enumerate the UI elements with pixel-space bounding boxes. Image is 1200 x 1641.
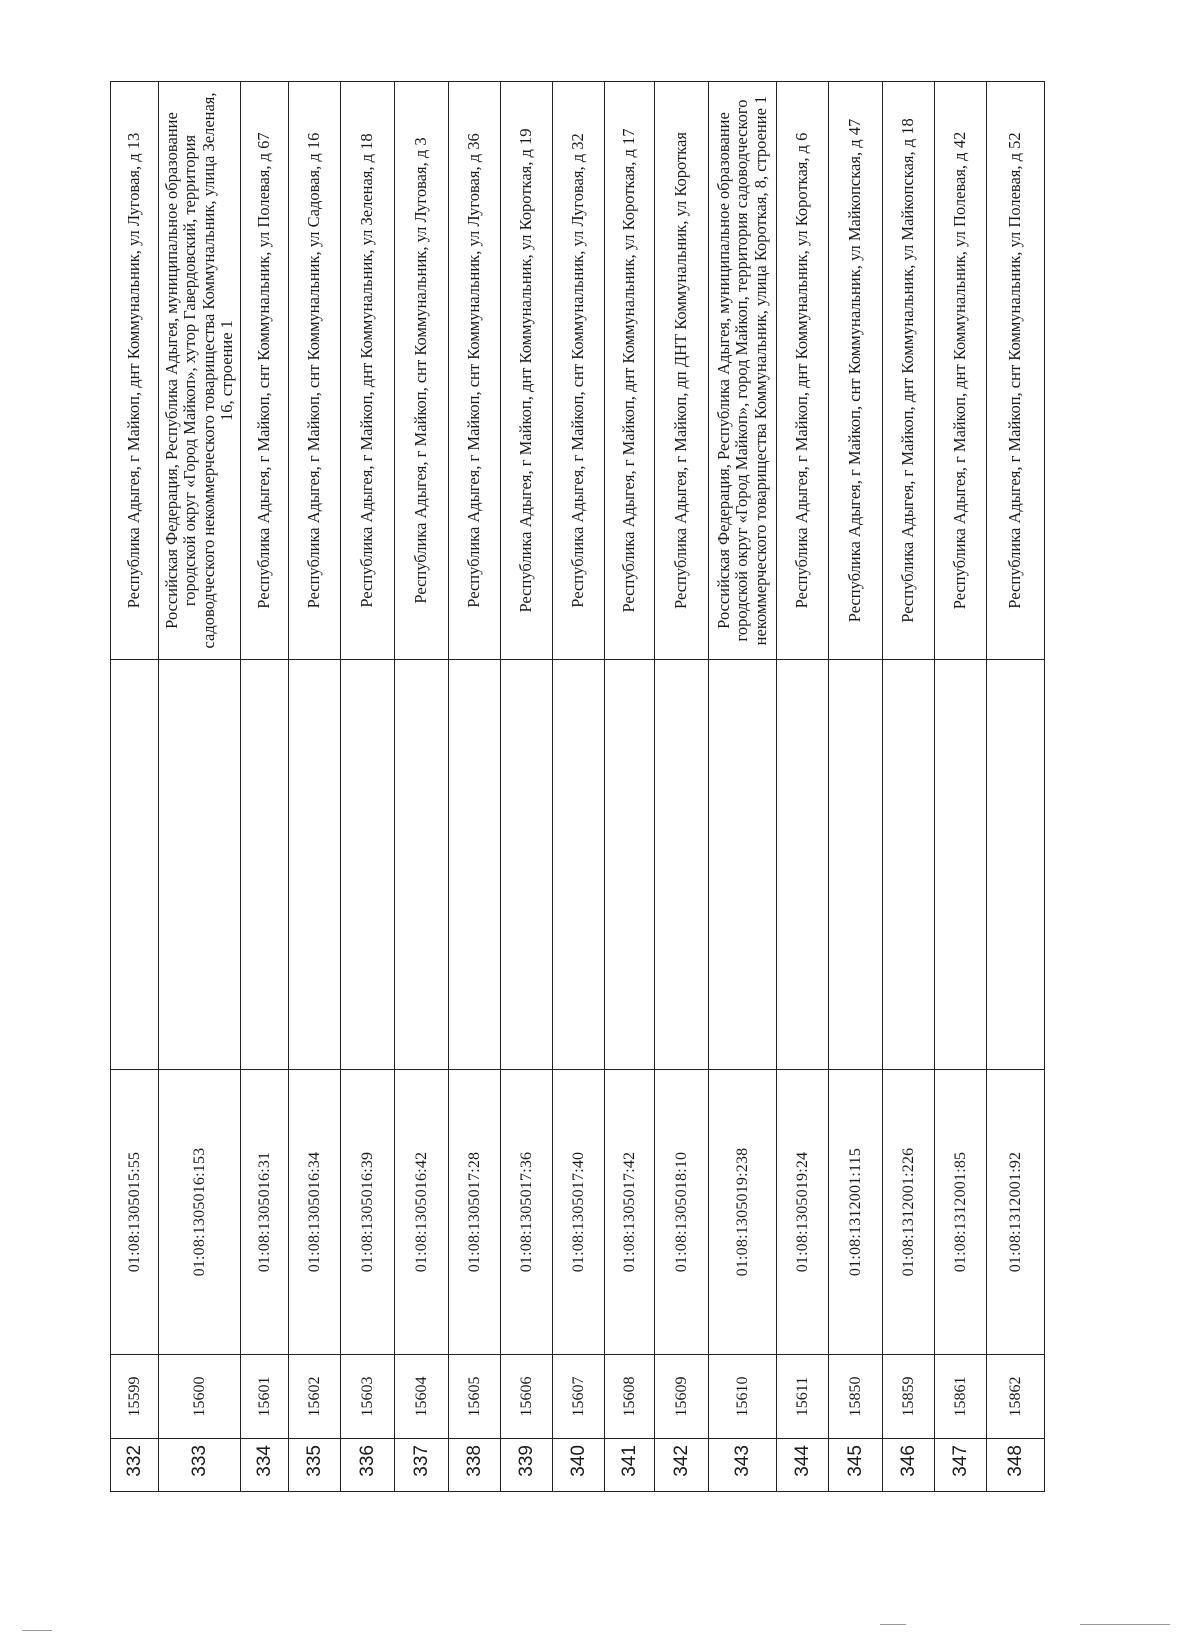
register-id: 15602 (289, 1355, 341, 1439)
scan-artifact (880, 1624, 906, 1625)
cadastral-number: 01:08:1312001:115 (829, 1070, 883, 1355)
row-number: 333 (159, 1439, 241, 1492)
register-id: 15609 (655, 1355, 709, 1439)
row-number: 336 (341, 1439, 395, 1492)
cadastral-number: 01:08:1305016:42 (395, 1070, 449, 1355)
address: Республика Адыгея, г Майкоп, снт Коммунальник, ул Майкопская, д 47 (829, 82, 883, 660)
row-number: 339 (501, 1439, 553, 1492)
register-id: 15600 (159, 1355, 241, 1439)
register-id: 15605 (449, 1355, 501, 1439)
address: Республика Адыгея, г Майкоп, днт Коммунальник, ул Короткая, д 19 (501, 82, 553, 660)
address: Республика Адыгея, г Майкоп, снт Коммунальник, ул Луговая, д 3 (395, 82, 449, 660)
registry-table (110, 81, 1045, 1492)
row-number: 338 (449, 1439, 501, 1492)
table-row (777, 82, 829, 1492)
empty-cell (289, 660, 341, 1070)
address: Российская Федерация, Республика Адыгея, муниципальное образование городской округ «Город Майкоп», город Майкоп, территория садоводческого некоммерческого товарищества Коммунальник, улица Короткая, 8, строение 1 (709, 82, 777, 660)
row-number: 346 (883, 1439, 935, 1492)
register-id: 15861 (935, 1355, 987, 1439)
register-id: 15601 (241, 1355, 289, 1439)
empty-cell (241, 660, 289, 1070)
register-id: 15608 (605, 1355, 655, 1439)
empty-cell (501, 660, 553, 1070)
address: Республика Адыгея, г Майкоп, снт Коммунальник, ул Садовая, д 16 (289, 82, 341, 660)
cadastral-number: 01:08:1305016:34 (289, 1070, 341, 1355)
register-id: 15599 (111, 1355, 159, 1439)
register-id: 15607 (553, 1355, 605, 1439)
cadastral-number: 01:08:1305018:10 (655, 1070, 709, 1355)
empty-cell (883, 660, 935, 1070)
empty-cell (987, 660, 1045, 1070)
row-number: 345 (829, 1439, 883, 1492)
cadastral-number: 01:08:1312001:92 (987, 1070, 1045, 1355)
empty-cell (449, 660, 501, 1070)
cadastral-number: 01:08:1305019:238 (709, 1070, 777, 1355)
table-row (395, 82, 449, 1492)
table-row (553, 82, 605, 1492)
table-row (111, 82, 159, 1492)
cadastral-number: 01:08:1305015:55 (111, 1070, 159, 1355)
table-row (501, 82, 553, 1492)
empty-cell (935, 660, 987, 1070)
register-id: 15859 (883, 1355, 935, 1439)
row-number: 348 (987, 1439, 1045, 1492)
empty-cell (395, 660, 449, 1070)
address: Республика Адыгея, г Майкоп, днт Коммунальник, ул Луговая, д 13 (111, 82, 159, 660)
scan-artifact (1080, 1624, 1170, 1625)
address: Республика Адыгея, г Майкоп, дп ДНТ Коммунальник, ул Короткая (655, 82, 709, 660)
cadastral-number: 01:08:1305016:31 (241, 1070, 289, 1355)
register-id: 15862 (987, 1355, 1045, 1439)
empty-cell (159, 660, 241, 1070)
empty-cell (341, 660, 395, 1070)
table-row (289, 82, 341, 1492)
address: Республика Адыгея, г Майкоп, снт Коммунальник, ул Луговая, д 36 (449, 82, 501, 660)
address: Республика Адыгея, г Майкоп, днт Коммунальник, ул Короткая, д 17 (605, 82, 655, 660)
row-number: 343 (709, 1439, 777, 1492)
table-row (241, 82, 289, 1492)
table-row (655, 82, 709, 1492)
address: Республика Адыгея, г Майкоп, снт Коммунальник, ул Полевая, д 67 (241, 82, 289, 660)
register-id: 15606 (501, 1355, 553, 1439)
empty-cell (709, 660, 777, 1070)
cadastral-number: 01:08:1312001:85 (935, 1070, 987, 1355)
empty-cell (111, 660, 159, 1070)
row-number: 334 (241, 1439, 289, 1492)
cadastral-number: 01:08:1305017:28 (449, 1070, 501, 1355)
table-row (605, 82, 655, 1492)
cadastral-number: 01:08:1305016:153 (159, 1070, 241, 1355)
cadastral-number: 01:08:1305017:40 (553, 1070, 605, 1355)
cadastral-number: 01:08:1305016:39 (341, 1070, 395, 1355)
table-row (883, 82, 935, 1492)
table-row (449, 82, 501, 1492)
register-id: 15610 (709, 1355, 777, 1439)
register-id: 15604 (395, 1355, 449, 1439)
table-row (159, 82, 241, 1492)
empty-cell (605, 660, 655, 1070)
address: Республика Адыгея, г Майкоп, днт Коммунальник, ул Зеленая, д 18 (341, 82, 395, 660)
table-row (987, 82, 1045, 1492)
row-number: 347 (935, 1439, 987, 1492)
row-number: 340 (553, 1439, 605, 1492)
cadastral-number: 01:08:1305017:42 (605, 1070, 655, 1355)
address: Республика Адыгея, г Майкоп, снт Коммунальник, ул Полевая, д 52 (987, 82, 1045, 660)
address: Республика Адыгея, г Майкоп, снт Коммунальник, ул Луговая, д 32 (553, 82, 605, 660)
row-number: 344 (777, 1439, 829, 1492)
table-row (341, 82, 395, 1492)
cadastral-number: 01:08:1312001:226 (883, 1070, 935, 1355)
address: Российская Федерация, Республика Адыгея, муниципальное образование городской округ «Город Майкоп», хутор Гавердовский, территория садоводческого некоммерческого товарищества Коммунальник, улица Зеленая, 16, строение 1 (159, 82, 241, 660)
row-number: 332 (111, 1439, 159, 1492)
empty-cell (829, 660, 883, 1070)
register-id: 15603 (341, 1355, 395, 1439)
row-number: 341 (605, 1439, 655, 1492)
register-id: 15611 (777, 1355, 829, 1439)
empty-cell (655, 660, 709, 1070)
table-row (935, 82, 987, 1492)
scan-artifact (22, 1630, 52, 1631)
address: Республика Адыгея, г Майкоп, днт Коммунальник, ул Полевая, д 42 (935, 82, 987, 660)
table-row (829, 82, 883, 1492)
address: Республика Адыгея, г Майкоп, днт Коммунальник, ул Майкопская, д 18 (883, 82, 935, 660)
cadastral-number: 01:08:1305017:36 (501, 1070, 553, 1355)
cadastral-number: 01:08:1305019:24 (777, 1070, 829, 1355)
empty-cell (777, 660, 829, 1070)
rotated-page (110, 82, 1026, 1492)
register-id: 15850 (829, 1355, 883, 1439)
row-number: 342 (655, 1439, 709, 1492)
row-number: 335 (289, 1439, 341, 1492)
row-number: 337 (395, 1439, 449, 1492)
address: Республика Адыгея, г Майкоп, днт Коммунальник, ул Короткая, д 6 (777, 82, 829, 660)
table-row (709, 82, 777, 1492)
empty-cell (553, 660, 605, 1070)
registry-body (111, 82, 1045, 1492)
